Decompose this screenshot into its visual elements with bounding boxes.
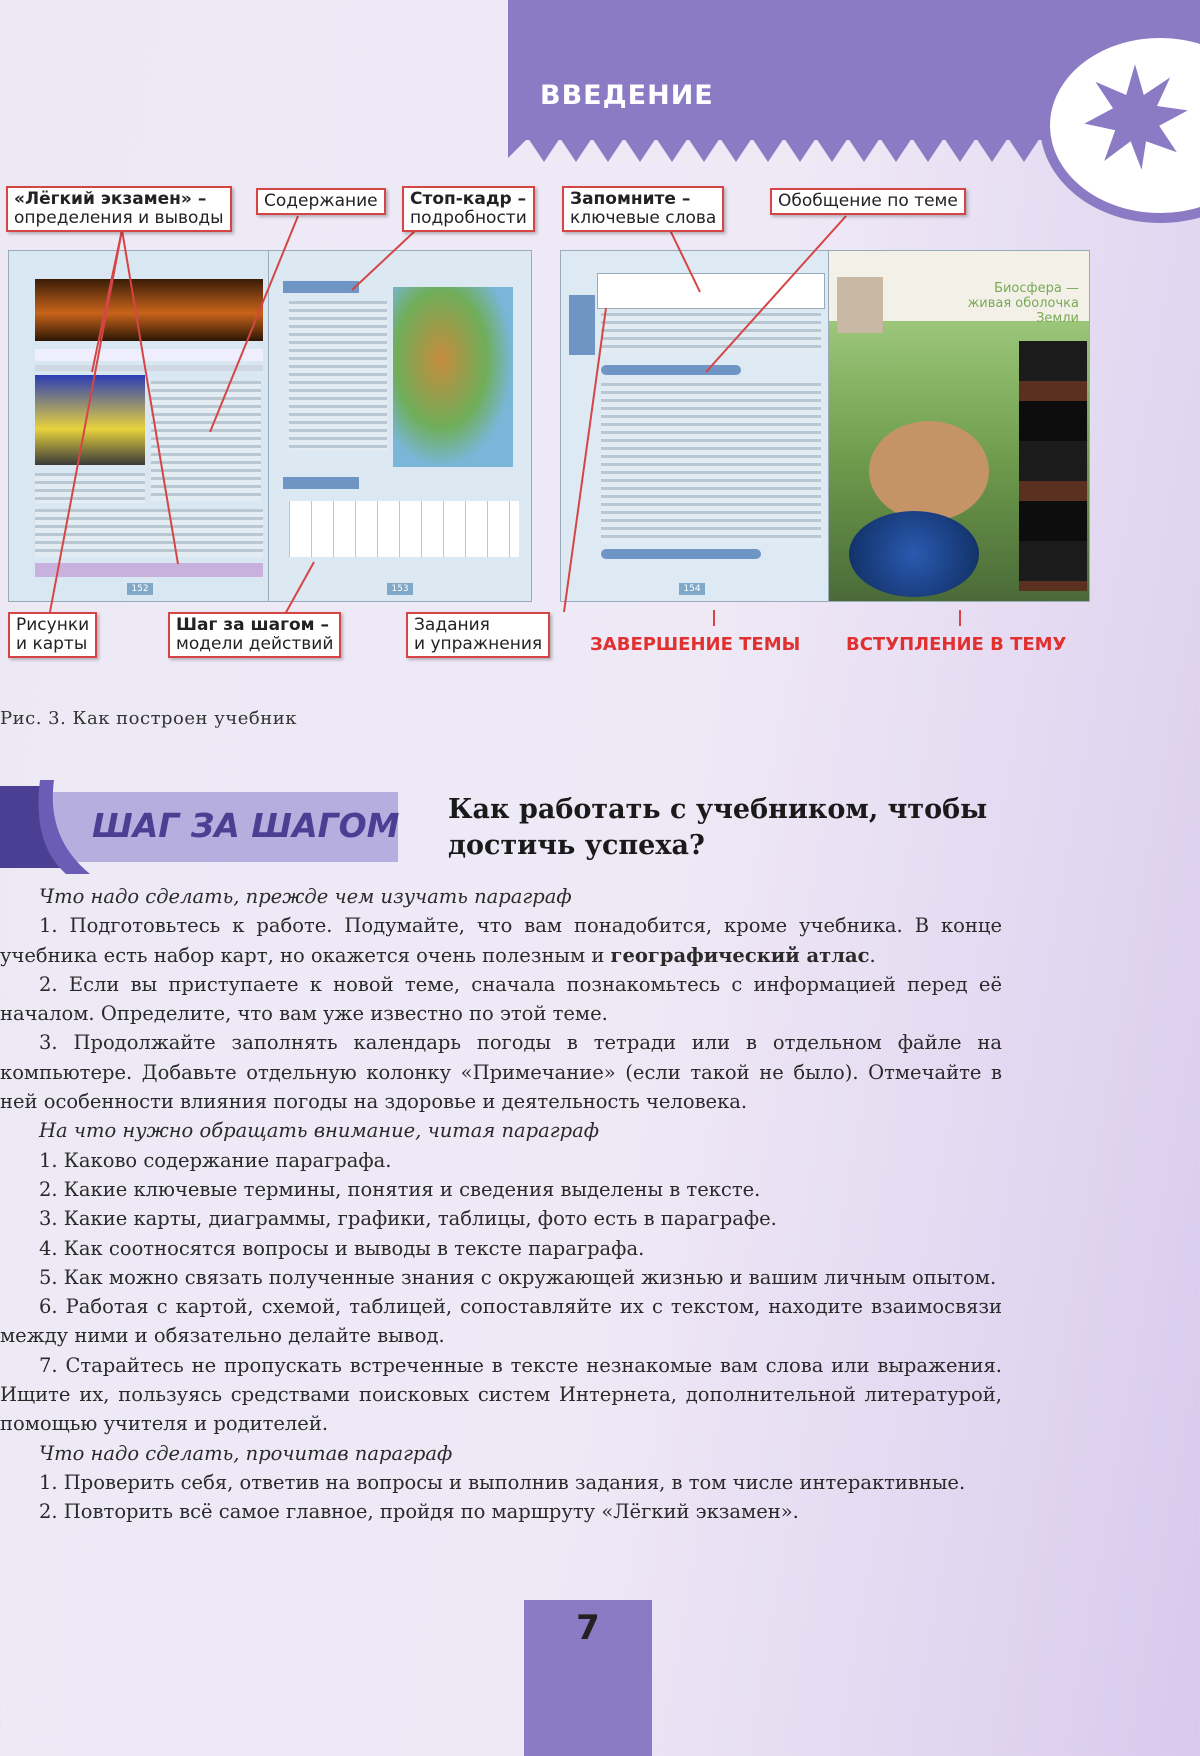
paragraph-item: 3. Продолжайте заполнять календарь погоды в тетради или в отдельном файле на компьютере. Добавьте отдельную колонку «Примечание» (если такой не было). Отмечайте в ней особенности влияния погоды на здоровье и деятельность человека. (0, 1031, 1002, 1114)
label-topic-summary: Обобщение по теме (770, 188, 966, 215)
label-step-by-step: Шаг за шагом – модели действий (168, 612, 341, 658)
label-pictures-maps: Рисунки и карты (8, 612, 97, 658)
subheading-after-reading: Что надо сделать, прочитав параграф (39, 1441, 453, 1465)
label-connectors (0, 172, 1100, 682)
paragraph-item: 3. Какие карты, диаграммы, графики, таблицы, фото есть в параграфе. (39, 1207, 777, 1231)
book-topic-title: Биосфера — живая оболочка Земли (967, 281, 1079, 326)
subheading-before-reading: Что надо сделать, прежде чем изучать параграф (39, 885, 572, 908)
paragraph-item: 1. Проверить себя, ответив на вопросы и выполнив задания, в том числе интерактивные. (39, 1470, 966, 1494)
book-page-number: 152 (127, 583, 153, 595)
body-text (0, 882, 1002, 1527)
figure-caption: Рис. 3. Как построен учебник (0, 708, 297, 729)
label-stop-frame: Стоп-кадр – подробности (402, 186, 535, 232)
star-icon (1080, 62, 1190, 172)
book-page-number: 154 (679, 583, 705, 595)
label-easy-exam: «Лёгкий экзамен» – определения и выводы (6, 186, 232, 232)
paragraph-item: 2. Повторить всё самое главное, пройдя по маршруту «Лёгкий экзамен». (39, 1500, 799, 1524)
paragraph-item: 4. Как соотносятся вопросы и выводы в тексте параграфа. (39, 1236, 645, 1260)
label-topic-start: ВСТУПЛЕНИЕ В ТЕМУ (846, 634, 1067, 655)
label-tasks: Задания и упражнения (406, 612, 550, 658)
section-heading: Как работать с учебником, чтобы достичь успеха? (448, 794, 988, 861)
paragraph-item: 6. Работая с картой, схемой, таблицей, сопоставляйте их с текстом, находите взаимосвязи между ними и обязательно делайте вывод. (0, 1295, 1002, 1348)
paragraph-item: 2. Если вы приступаете к новой теме, сначала познакомьтесь с информацией перед её началом. Определите, что вам уже известно по этой теме. (0, 972, 1002, 1026)
step-banner-title: ШАГ ЗА ШАГОМ (92, 806, 400, 845)
section-title: ВВЕДЕНИЕ (540, 80, 714, 111)
label-contents: Содержание (256, 188, 386, 215)
paragraph-item: 1. Каково содержание параграфа. (39, 1148, 392, 1172)
paragraph-item: 5. Как можно связать полученные знания с окружающей жизнью и вашим личным опытом. (39, 1265, 997, 1289)
label-topic-end: ЗАВЕРШЕНИЕ ТЕМЫ (590, 634, 801, 655)
paragraph-item: 2. Какие ключевые термины, понятия и сведения выделены в тексте. (39, 1177, 761, 1201)
subheading-while-reading: На что нужно обращать внимание, читая параграф (39, 1119, 600, 1143)
textbook-figure (0, 172, 1100, 682)
book-page-number: 153 (387, 583, 413, 595)
paragraph-item: 1. Подготовьтесь к работе. Подумайте, что вам понадобится, кроме учебника. В конце учебника есть набор карт, но окажется очень полезным и географический атлас. (0, 914, 1002, 967)
label-remember: Запомните – ключевые слова (562, 186, 724, 232)
paragraph-item: 7. Старайтесь не пропускать встреченные в тексте незнакомые вам слова или выражения. Ищите их, пользуясь средствами поисковых систем Интернета, дополнительной литературой, помощью учителя и родителей. (0, 1353, 1002, 1436)
page-number: 7 (576, 1608, 600, 1648)
